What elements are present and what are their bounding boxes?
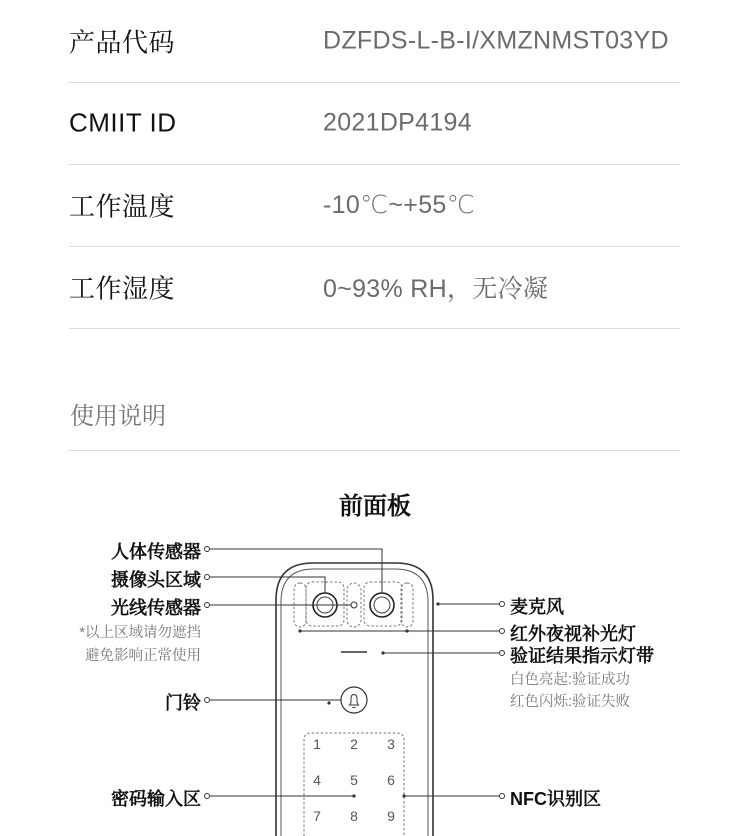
spec-label: 工作湿度 xyxy=(69,273,176,304)
leader-end-dot xyxy=(352,794,355,797)
spec-value: -10℃~+55℃ xyxy=(323,191,475,219)
keypad-key: 3 xyxy=(387,736,395,752)
callout-nfc-area: NFC识别区 xyxy=(510,789,601,809)
keypad-key: 7 xyxy=(313,808,321,824)
spec-value: 0~93% RH，无冷凝 xyxy=(323,275,549,303)
leader-dot xyxy=(205,603,210,608)
keypad-key: 6 xyxy=(387,772,395,788)
spec-label: 产品代码 xyxy=(69,27,176,58)
leader-dot xyxy=(500,794,505,799)
leader-dot xyxy=(205,698,210,703)
keypad-key: 8 xyxy=(350,808,358,824)
right-ir-lamp xyxy=(401,583,413,627)
callout-light-sensor: 光线传感器 xyxy=(111,598,201,618)
callout-white-note: 白色亮起:验证成功 xyxy=(510,672,631,688)
callout-note-line1: *以上区域请勿遮挡 xyxy=(79,625,201,641)
callout-microphone: 麦克风 xyxy=(510,597,564,617)
light-sensor-dot xyxy=(351,602,357,608)
leader-body-sensor xyxy=(210,549,382,593)
section-title: 使用说明 xyxy=(70,403,166,430)
keypad-key: 1 xyxy=(313,736,321,752)
spec-label: 工作温度 xyxy=(69,191,176,222)
callout-body-sensor: 人体传感器 xyxy=(111,542,201,562)
diagram-title: 前面板 xyxy=(339,493,411,520)
callout-keypad-area: 密码输入区 xyxy=(111,789,201,809)
spec-label: CMIIT ID xyxy=(69,107,177,138)
leader-dot xyxy=(205,547,210,552)
leader-dot xyxy=(500,651,505,656)
leader-dot xyxy=(500,602,505,607)
leader-dot xyxy=(205,575,210,580)
leader-end-dot xyxy=(327,701,330,704)
keypad-key: 5 xyxy=(350,772,358,788)
callout-doorbell: 门铃 xyxy=(165,693,201,713)
callout-status-led: 验证结果指示灯带 xyxy=(510,646,654,666)
callout-red-note: 红色闪烁:验证失败 xyxy=(510,694,631,710)
callout-camera-area: 摄像头区域 xyxy=(111,570,201,590)
leader-dot xyxy=(500,629,505,634)
doorbell-button xyxy=(341,687,367,713)
callout-ir-light: 红外夜视补光灯 xyxy=(510,624,636,644)
callout-note-line2: 避免影响正常使用 xyxy=(85,648,201,664)
leader-dot xyxy=(205,794,210,799)
keypad-key: 2 xyxy=(350,736,358,752)
bell-icon xyxy=(350,695,359,708)
spec-value: DZFDS-L-B-I/XMZNMST03YD xyxy=(323,26,669,55)
keypad-key: 4 xyxy=(313,772,321,788)
leader-camera-area xyxy=(210,577,325,593)
right-camera-lens-inner xyxy=(374,597,390,613)
spec-value: 2021DP4194 xyxy=(323,108,472,137)
keypad-key: 9 xyxy=(387,808,395,824)
